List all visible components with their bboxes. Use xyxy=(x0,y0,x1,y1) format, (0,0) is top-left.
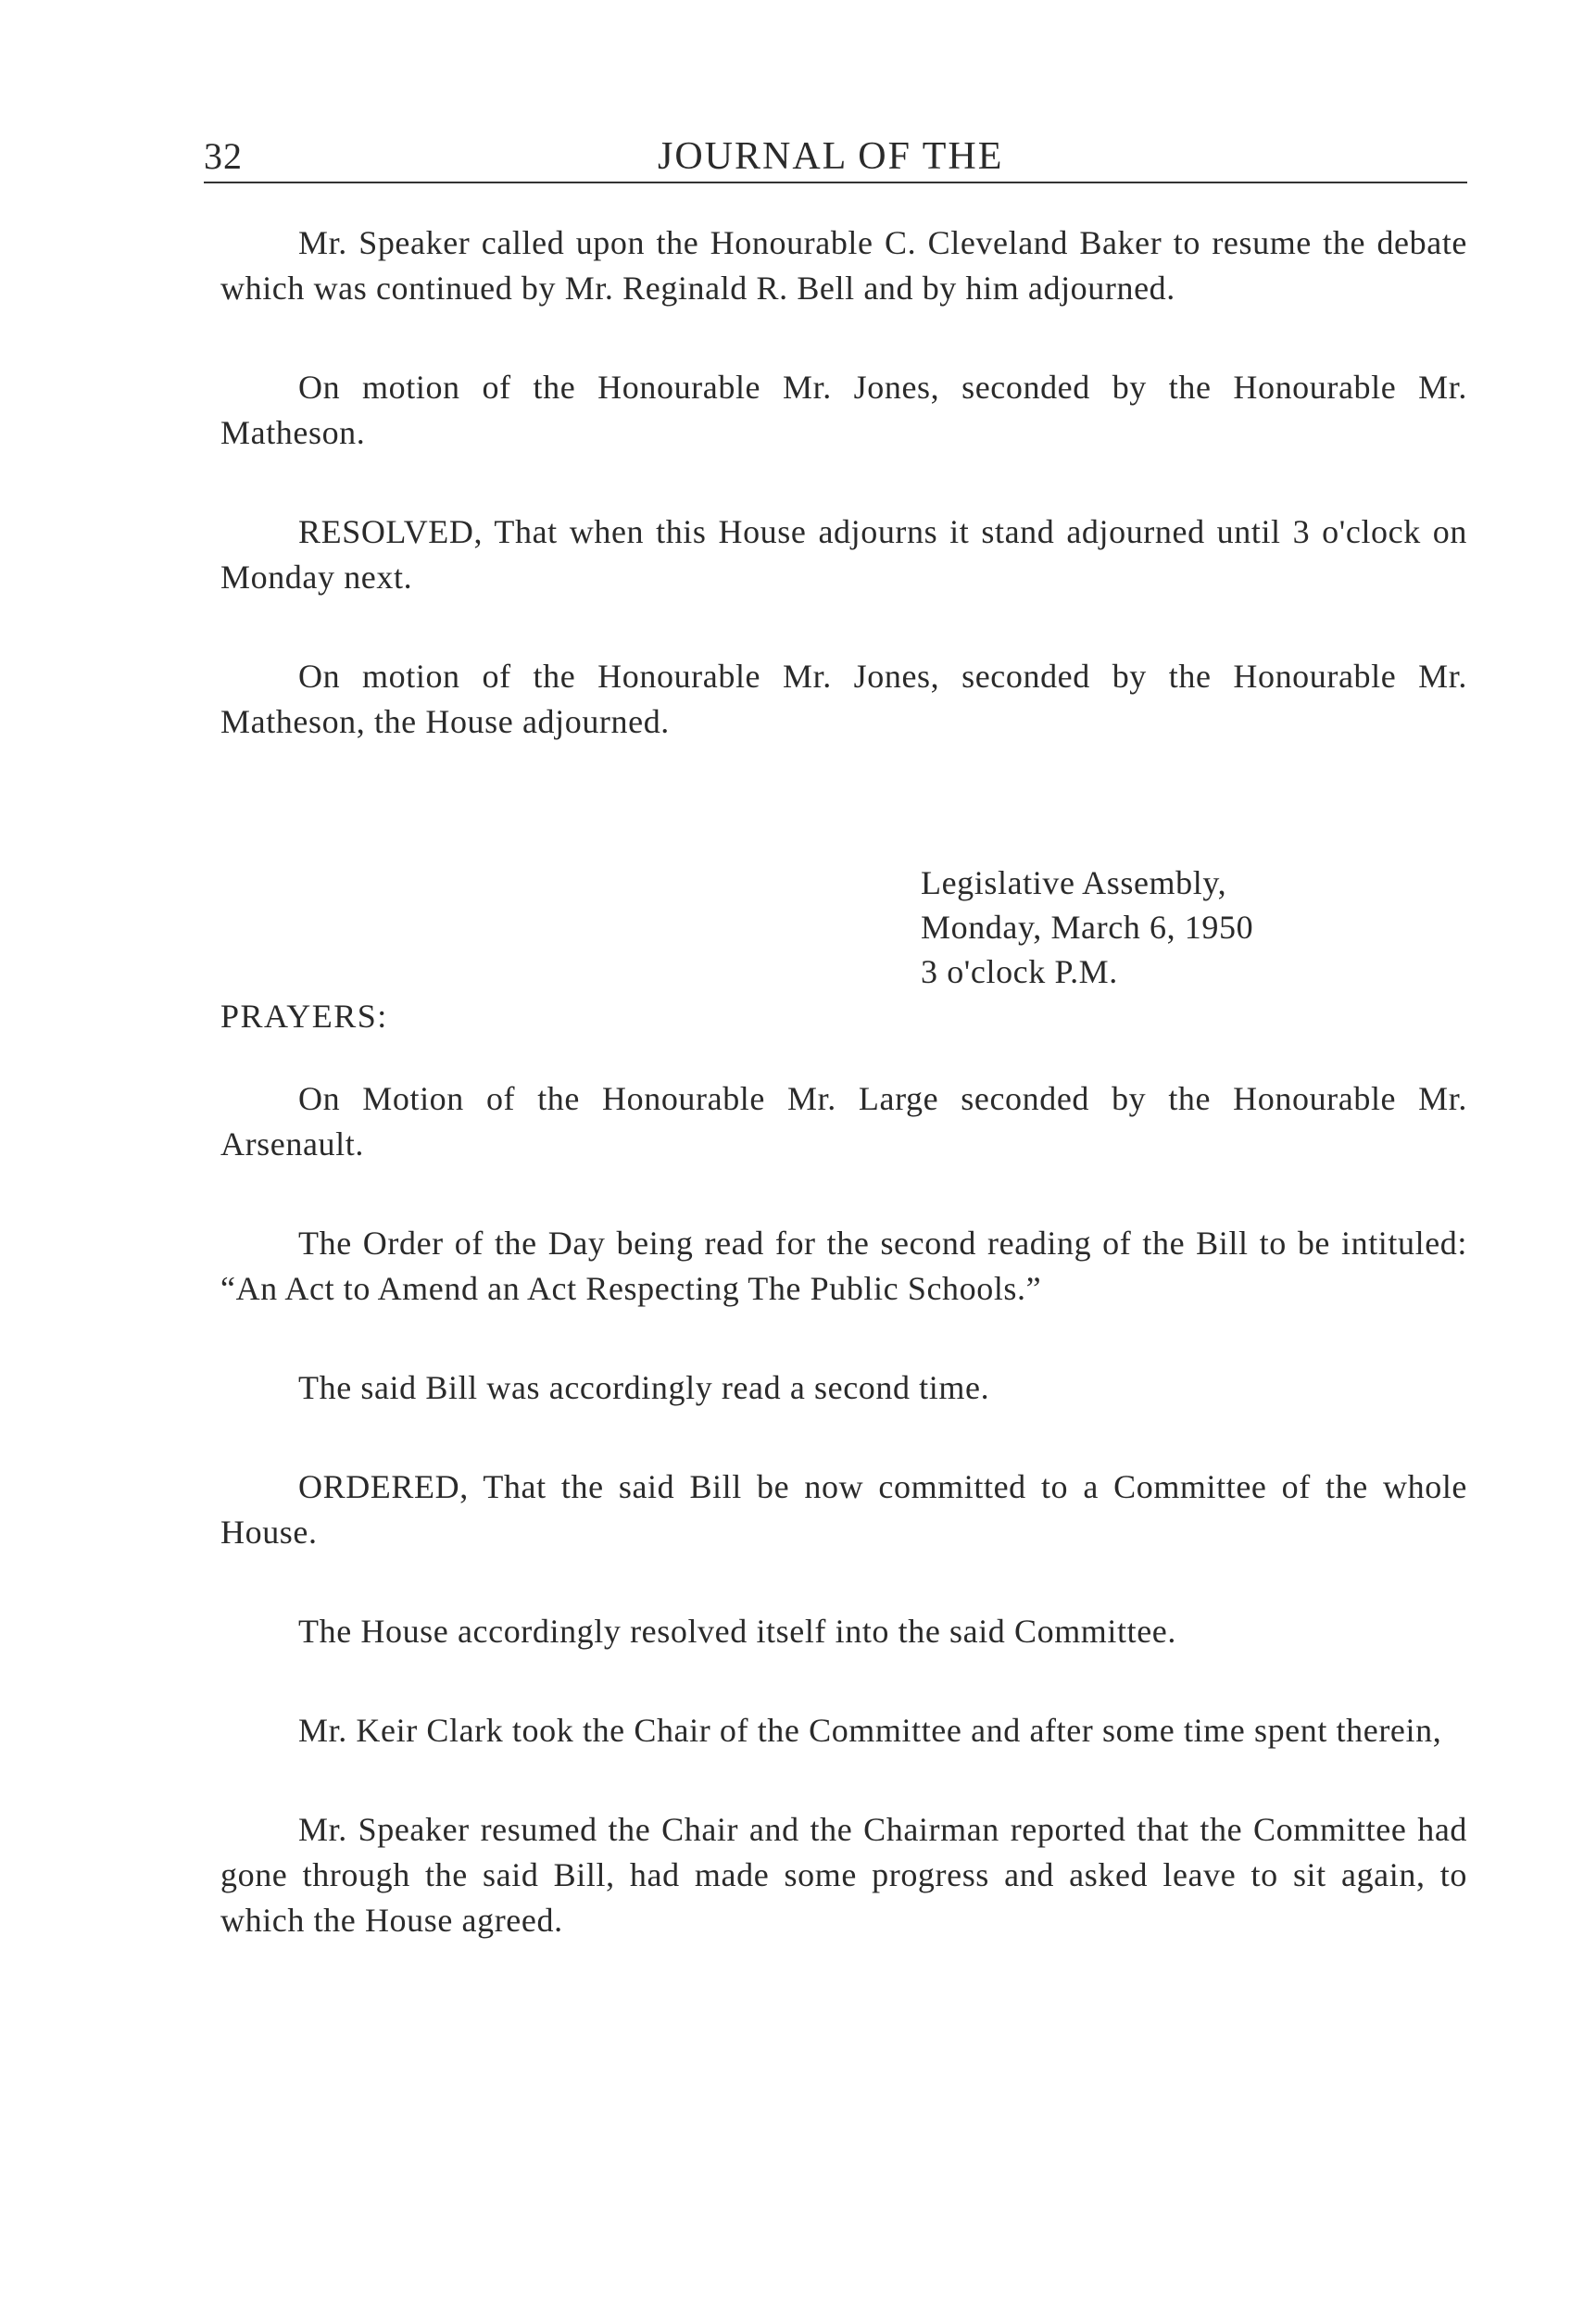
dateline-assembly: Legislative Assembly, xyxy=(921,864,1227,901)
paragraph-resolved: RESOLVED, That when this House adjourns it stand adjourned until 3 o'clock on Monday next. xyxy=(220,513,1467,596)
dateline-time: 3 o'clock P.M. xyxy=(921,953,1118,990)
paragraph-motion-jones: On motion of the Honourable Mr. Jones, seconded by the Honourable Mr. Matheson. xyxy=(220,369,1467,451)
page-number: 32 xyxy=(204,135,243,177)
paragraph-debate-resumed: Mr. Speaker called upon the Honourable C. Cleveland Baker to resume the debate which was continued by Mr. Reginald R. Bell and by him adjourned. xyxy=(220,224,1467,307)
paragraph-motion-large: On Motion of the Honourable Mr. Large seconded by the Honourable Mr. Arsenault. xyxy=(220,1080,1467,1163)
running-title: JOURNAL OF THE xyxy=(658,135,1004,178)
header-rule xyxy=(204,182,1467,183)
sitting-dateline xyxy=(921,861,1467,994)
paragraph-house-adjourned: On motion of the Honourable Mr. Jones, seconded by the Honourable Mr. Matheson, the House adjourned. xyxy=(220,658,1467,740)
paragraph-chairman-report: Mr. Speaker resumed the Chair and the Chairman reported that the Committee had gone through the said Bill, had made some progress and asked leave to sit again, to which the House agreed. xyxy=(220,1811,1467,1939)
prayers-heading: PRAYERS: xyxy=(220,998,388,1035)
running-head xyxy=(204,132,1467,182)
journal-body xyxy=(220,220,1467,1943)
paragraph-ordered: ORDERED, That the said Bill be now committed to a Committee of the whole House. xyxy=(220,1468,1467,1551)
paragraph-committee-resolved: The House accordingly resolved itself into the said Committee. xyxy=(298,1613,1176,1650)
dateline-date: Monday, March 6, 1950 xyxy=(921,909,1254,946)
paragraph-order-of-day: The Order of the Day being read for the second reading of the Bill to be intituled: “An Act to Amend an Act Respecting The Public Schools.” xyxy=(220,1225,1467,1307)
paragraph-second-reading: The said Bill was accordingly read a second time. xyxy=(298,1369,990,1406)
paragraph-chair-taken: Mr. Keir Clark took the Chair of the Committee and after some time spent therein, xyxy=(298,1712,1442,1749)
